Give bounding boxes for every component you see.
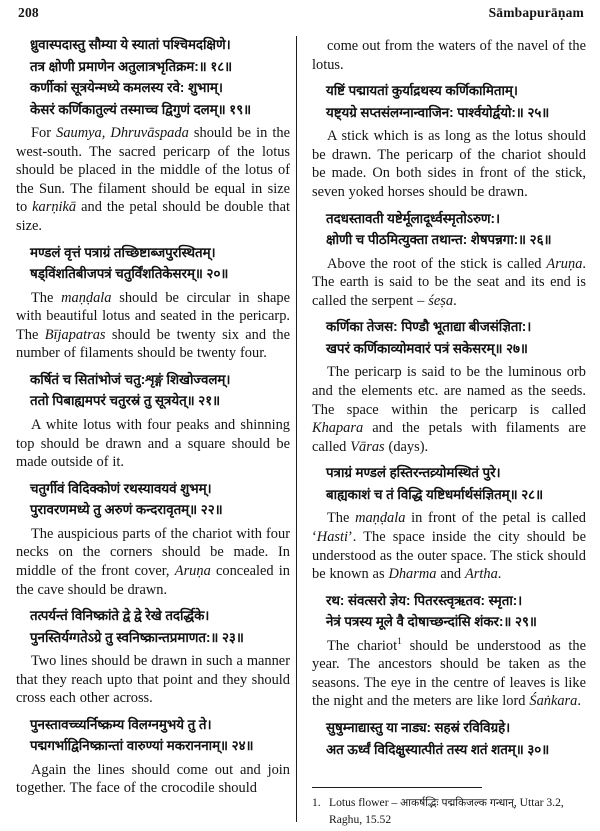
verse-line: पुनस्तिर्यग्गतेऽग्रे तु स्वनिष्क्रान्तप्रमाणत:॥ २३॥	[30, 629, 244, 645]
verse-line: पद्मगर्भाद्विनिष्क्रान्तां वारुण्यां मकराननाम्॥ २४॥	[30, 738, 254, 754]
footnote-marker: 1.	[312, 796, 321, 809]
verse-block	[312, 462, 586, 505]
verse-line: क्षोणी च पीठमित्युक्ता तथान्त: शेषपन्नगा:॥ २६॥	[326, 232, 552, 248]
sanskrit-verse	[312, 80, 586, 123]
verse-block	[312, 316, 586, 359]
verse-line: यष्ट्यग्रे सप्तसंलग्नान्वाजिन: पार्श्वयोर्द्वयो:॥ २५॥	[326, 104, 550, 120]
verse-block	[16, 369, 290, 412]
verse-line: ततो पिबाह्यमपरं चतुरस्रं तु सूत्रयेत्॥ २१॥	[30, 393, 221, 409]
sanskrit-verse	[16, 714, 290, 757]
footnote-continuation: Raghu, 15.52	[329, 812, 392, 826]
translation-paragraph: The chariot$^1$ should be understood as the year. The ancestors should be taken as the seasons. The eye in the centre of leaves is like the night and the meters are like lord Śaṅkara.	[312, 636, 587, 710]
book-title: Sāmbapurāṇam	[488, 5, 584, 20]
sanskrit-verse	[16, 605, 290, 648]
verse-line: पत्राग्रं मण्डलं हस्तिरन्तव्र्योमस्थितं पुरे।	[326, 465, 501, 481]
right-column	[312, 34, 586, 764]
translation-paragraph: The maṇḍala in front of the petal is called ‘Hasti’. The space inside the city should be understood as the outer space. The stick should be known as Dharma and Artha.	[312, 510, 586, 583]
verse-line: ध्रुवास्पदास्तु सौम्या ये स्यातां पश्चिमदक्षिणे।	[30, 37, 231, 52]
sanskrit-verse	[16, 369, 290, 412]
sanskrit-verse	[312, 462, 586, 505]
verse-line: चतुर्गीवं विदिक्कोणं रथस्यावयवं शुभम्।	[30, 480, 212, 496]
verse-block	[16, 605, 290, 648]
footnote-area	[312, 787, 590, 827]
translation-paragraph: The auspicious parts of the chariot with four necks on the corners should be made. In middle of the front cover, Aruṇa concealed in the cave should be drawn.	[16, 525, 290, 598]
footnote-text-after: , Uttar 3.2,	[513, 796, 564, 809]
translation-paragraph: A white lotus with four peaks and shinning top should be drawn and a square should be made outside of it.	[16, 416, 290, 471]
translation-paragraph: Above the root of the stick is called Aruṇa. The earth is said to be the seat and its end is called the serpent – śeṣa.	[312, 255, 586, 309]
verse-block	[312, 717, 586, 760]
translation-paragraph: The maṇḍala should be circular in shape with beautiful lotus and seated in the pericarp. The Bījapatras should be twenty six and the number of filaments should be twenty four.	[16, 289, 290, 362]
verse-line: यष्टिं पद्मायतां कुर्याद्रथस्य कर्णिकामिताम्।	[326, 83, 518, 99]
footnote	[312, 795, 590, 827]
translation-paragraph: Again the lines should come out and join together. The face of the crocodile should	[16, 761, 290, 797]
left-column	[16, 34, 290, 804]
verse-block	[312, 590, 586, 633]
verse-line: कर्णिका तेजस: पिण्डौ भूताद्या बीजसंज्ञिता:।	[326, 319, 532, 335]
footnote-separator-rule	[312, 787, 482, 788]
verse-line: अत ऊर्ध्वं विदिक्षुस्यात्पीतं तस्य शतं शतम्॥ ३०॥	[326, 741, 550, 757]
verse-line: पुनस्तावच्च्यर्निष्क्रम्य विलग्नमुभये तु ते।	[30, 716, 212, 732]
verse-line: नेत्रं पत्रस्य मूले वै दोषाच्छन्दांसि शंकर:॥ २९॥	[326, 614, 537, 630]
sanskrit-verse	[312, 316, 586, 359]
verse-line: पुरावरणमध्ये तु अरुणं कन्दरावृतम्॥ २२॥	[30, 502, 223, 518]
translation-paragraph: come out from the waters of the navel of the lotus.	[312, 38, 586, 73]
footnote-devanagari: आकर्षद्भिः पद्मकिजल्क गन्धान्	[400, 797, 514, 809]
running-head	[0, 0, 600, 30]
verse-line: तत्पर्यन्तं विनिष्क्रांते द्वे द्वे रेखे तदर्द्धिके।	[30, 608, 210, 624]
verse-line: बाह्यकाशं च तं विद्धि यष्टिधर्मार्थसंज्ञितम्॥ २८॥	[326, 486, 544, 502]
translation-paragraph: The pericarp is said to be the luminous orb and the elements etc. are named as the seeds. The space within the pericarp is called Khapara and the petals with filaments are called Vāras (days).	[312, 364, 586, 455]
verse-line: केसरं कर्णिकातुल्यं तस्माच्च द्विगुणं दलम्॥ १९॥	[30, 101, 252, 117]
page-number: 208	[18, 5, 39, 20]
verse-line: सुषुम्नाद्यास्तु या नाड्य: सहस्रं रविविग्रहे।	[326, 720, 511, 736]
translation-paragraph: A stick which is as long as the lotus should be drawn. The pericarp of the chariot should be made. On both sides in front of the stick, seven yoked horses should be drawn.	[312, 128, 586, 200]
verse-line: कर्णीकां सूत्रयेन्मध्ये कमलस्य रवे: शुभाम्।	[30, 80, 223, 95]
footnote-text-before: Lotus flower –	[329, 796, 398, 809]
verse-line: कर्षितं च सितांभोजं चतु:शृङ्गं शिखोज्वलम्।	[30, 371, 231, 387]
verse-line: षड्विंशतिबीजपत्रं चतुर्विंशतिकेसरम्॥ २०॥	[30, 266, 229, 282]
verse-line: तत्र क्षोणी प्रमाणेन अतुलात्रभृतिक्रम:॥ १८॥	[30, 58, 233, 74]
verse-block	[312, 80, 586, 123]
verse-line: मण्डलं वृत्तं पत्राग्रं तच्छिष्टाब्जपुरस्थितम्।	[30, 244, 216, 260]
verse-block	[312, 208, 586, 251]
sanskrit-verse	[16, 242, 290, 285]
translation-paragraph: For Saumya, Dhruvāspada should be in the west-south. The sacred pericarp of the lotus should be placed in the middle of the lotus of the Sun. The filament should be equal in size to karṇikā and the petal should be double that size.	[16, 125, 291, 234]
sanskrit-verse	[312, 208, 586, 251]
sanskrit-verse	[16, 478, 290, 521]
verse-line: तदधस्तावती यष्टेर्मूलादूर्ध्वस्मृतोऽरुण:।	[326, 210, 500, 226]
translation-paragraph: Two lines should be drawn in such a manner that they reach upto that point and they should cross each other across.	[16, 653, 290, 707]
verse-line: खपरं कर्णिकाव्योमवारं पत्रं सकेसरम्॥ २७॥	[326, 340, 528, 356]
sanskrit-verse	[312, 717, 586, 760]
verse-block	[16, 34, 290, 120]
sanskrit-verse	[16, 34, 290, 120]
column-divider-rule	[296, 36, 297, 822]
verse-line: रथ: संवत्सरो ज्ञेय: पितरस्त्वृऋतव: स्मृता:।	[326, 592, 523, 608]
verse-block	[16, 714, 290, 757]
text-columns	[0, 34, 600, 829]
verse-block	[16, 478, 290, 521]
sanskrit-verse	[312, 590, 586, 633]
verse-block	[16, 242, 290, 285]
